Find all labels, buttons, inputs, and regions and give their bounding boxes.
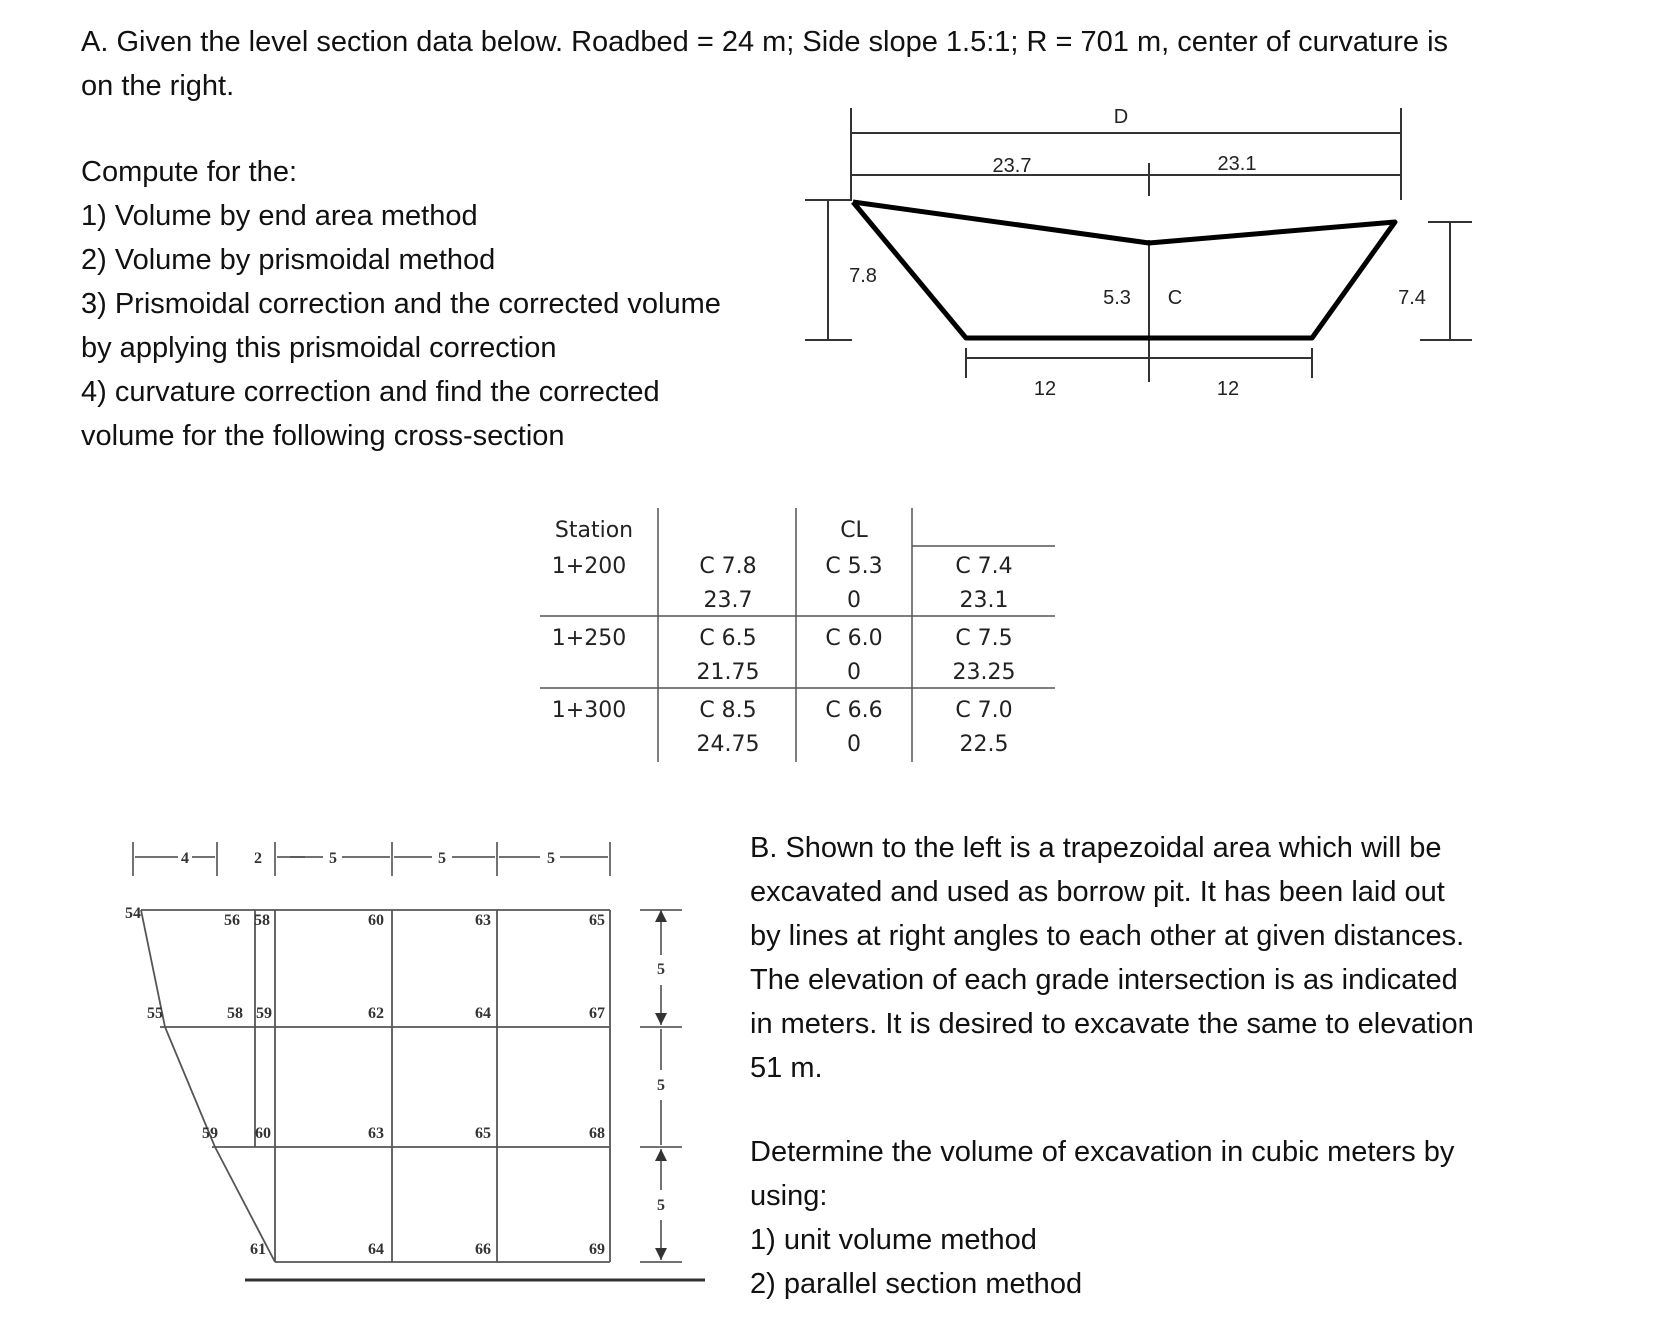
compute-item-3-cont: by applying this prismoidal correction — [81, 332, 557, 364]
table-r1-right-dist: 23.1 — [959, 588, 1009, 613]
table-r2-left-cut: C 6.5 — [699, 626, 757, 651]
side-arrowhead-4 — [655, 1248, 667, 1260]
problem-b-line1: B. Shown to the left is a trapezoidal area which will be — [750, 832, 1442, 864]
elev-r1-c0: 54 — [125, 905, 141, 922]
left-width-value: 23.7 — [992, 155, 1032, 177]
elev-r3-c3: 65 — [475, 1125, 491, 1142]
right-height-value: 7.4 — [1398, 287, 1426, 309]
table-r2-left-dist: 21.75 — [696, 660, 760, 685]
elev-r4-c1: 64 — [368, 1241, 384, 1258]
compute-item-4-cont: volume for the following cross-section — [81, 420, 565, 452]
center-height-value: 5.3 — [1103, 287, 1131, 309]
table-station-2: 1+250 — [551, 626, 627, 651]
elev-r1-c3: 60 — [368, 912, 384, 929]
compute-item-1: 1) Volume by end area method — [81, 200, 478, 232]
table-r1-right-cut: C 7.4 — [955, 554, 1013, 579]
half-base-left-value: 12 — [1033, 378, 1057, 400]
label-c: C — [1167, 287, 1183, 309]
table-r1-center-cut: C 5.3 — [825, 554, 883, 579]
compute-item-4: 4) curvature correction and find the corrected — [81, 376, 660, 408]
elev-r2-c5: 67 — [589, 1005, 605, 1022]
dim-label-5b: 5 — [438, 850, 446, 867]
left-height-value: 7.8 — [849, 265, 877, 287]
elev-r4-c0: 61 — [250, 1241, 266, 1258]
elev-r2-c2: 59 — [256, 1005, 272, 1022]
problem-b-question-cont: using: — [750, 1180, 828, 1212]
elev-r1-c4: 63 — [475, 912, 491, 929]
problem-b-method-2: 2) parallel section method — [750, 1268, 1083, 1300]
table-r3-center-dist: 0 — [847, 732, 861, 757]
elev-r3-c0: 59 — [202, 1125, 218, 1142]
side-label-1: 5 — [657, 961, 665, 978]
cross-section-outline — [853, 202, 1395, 338]
dim-label-5a: 5 — [329, 850, 337, 867]
table-r3-left-cut: C 8.5 — [699, 698, 757, 723]
table-r2-right-dist: 23.25 — [952, 660, 1016, 685]
problem-b-line5: in meters. It is desired to excavate the same to elevation — [750, 1008, 1474, 1040]
compute-item-3: 3) Prismoidal correction and the corrected volume — [81, 288, 721, 320]
elev-r3-c2: 63 — [368, 1125, 384, 1142]
side-label-3: 5 — [657, 1197, 665, 1214]
compute-title: Compute for the: — [81, 156, 297, 188]
table-station-3: 1+300 — [551, 698, 627, 723]
elev-r2-c1: 58 — [227, 1005, 243, 1022]
elev-r4-c3: 69 — [589, 1241, 605, 1258]
cross-section-diagram — [0, 0, 1656, 460]
side-arrowhead-1 — [655, 910, 667, 922]
table-r3-right-cut: C 7.0 — [955, 698, 1013, 723]
elev-r2-c0: 55 — [147, 1005, 163, 1022]
elev-r1-c5: 65 — [589, 912, 605, 929]
half-base-right-value: 12 — [1216, 378, 1240, 400]
side-arrowhead-2 — [655, 1013, 667, 1025]
right-width-value: 23.1 — [1217, 153, 1257, 175]
problem-a-heading-line2: on the right. — [81, 70, 235, 102]
elev-r2-c3: 62 — [368, 1005, 384, 1022]
elev-r3-c1: 60 — [255, 1125, 271, 1142]
problem-b-line2: excavated and used as borrow pit. It has been laid out — [750, 876, 1445, 908]
station-table — [520, 500, 1080, 770]
table-r3-center-cut: C 6.6 — [825, 698, 883, 723]
elev-r1-c1: 56 — [224, 912, 240, 929]
table-r1-left-cut: C 7.8 — [699, 554, 757, 579]
problem-b-line3: by lines at right angles to each other at given distances. — [750, 920, 1465, 952]
table-header-cl: CL — [840, 518, 868, 543]
compute-item-2: 2) Volume by prismoidal method — [81, 244, 496, 276]
table-r1-left-dist: 23.7 — [703, 588, 753, 613]
problem-b-method-1: 1) unit volume method — [750, 1224, 1037, 1256]
problem-b-question: Determine the volume of excavation in cubic meters by — [750, 1136, 1455, 1168]
borrow-pit-grid — [100, 820, 720, 1300]
table-station-1: 1+200 — [551, 554, 627, 579]
problem-b-line6: 51 m. — [750, 1052, 823, 1084]
table-r2-center-dist: 0 — [847, 660, 861, 685]
side-label-2: 5 — [657, 1077, 665, 1094]
elev-r2-c4: 64 — [475, 1005, 491, 1022]
dim-label-2: 2 — [254, 850, 262, 867]
side-arrowhead-3 — [655, 1149, 667, 1161]
elev-r1-c2: 58 — [254, 912, 270, 929]
table-r1-center-dist: 0 — [847, 588, 861, 613]
problem-a-heading-line1: A. Given the level section data below. Roadbed = 24 m; Side slope 1.5:1; R = 701 m, center of curvature is — [81, 26, 1449, 58]
table-header-station: Station — [554, 518, 634, 543]
label-d: D — [1113, 106, 1129, 128]
dim-label-4: 4 — [181, 850, 189, 867]
problem-b-line4: The elevation of each grade intersection is as indicated — [750, 964, 1458, 996]
elev-r4-c2: 66 — [475, 1241, 491, 1258]
elev-r3-c4: 68 — [589, 1125, 605, 1142]
table-r3-left-dist: 24.75 — [696, 732, 760, 757]
dim-label-5c: 5 — [547, 850, 555, 867]
table-r2-right-cut: C 7.5 — [955, 626, 1013, 651]
table-r2-center-cut: C 6.0 — [825, 626, 883, 651]
table-r3-right-dist: 22.5 — [959, 732, 1009, 757]
